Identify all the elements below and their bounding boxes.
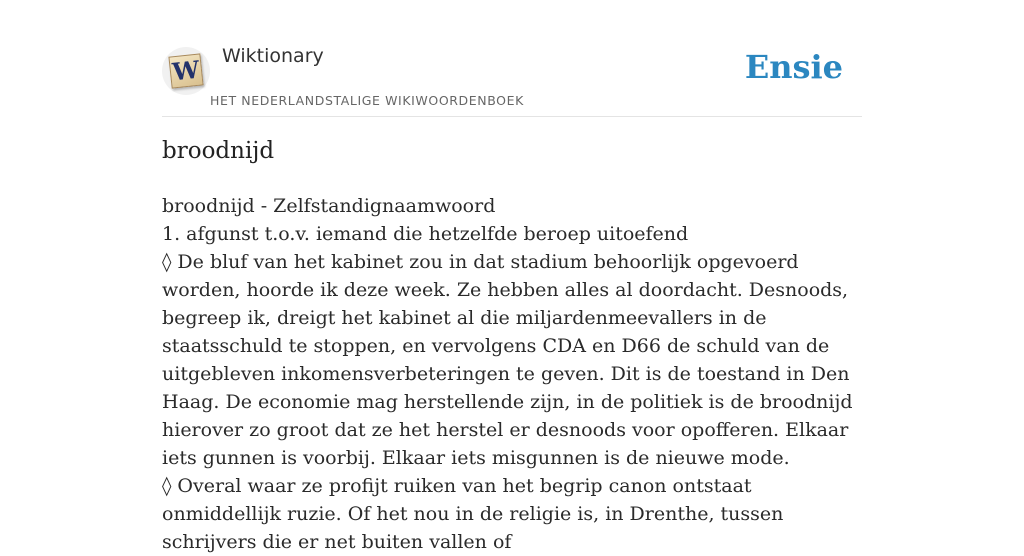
- example-sentence: ◊ Overal waar ze profijt ruiken van het begrip canon ontstaat onmiddellijk ruzie. Of het nou in de religie is, in Drenthe, tussen schrijvers die er net buiten vallen of: [162, 475, 784, 553]
- word-type: broodnijd - Zelfstandignaamwoord: [162, 195, 496, 217]
- wiktionary-logo-icon: W: [168, 53, 203, 88]
- page: [162, 0, 862, 553]
- site-name[interactable]: Wiktionary: [222, 45, 324, 67]
- definition: 1. afgunst t.o.v. iemand die hetzelfde beroep uitoefend: [162, 223, 689, 245]
- site-tagline: HET NEDERLANDSTALIGE WIKIWOORDENBOEK: [210, 93, 524, 108]
- wiktionary-logo[interactable]: [162, 47, 210, 95]
- example-sentence: ◊ De bluf van het kabinet zou in dat stadium behoorlijk opgevoerd worden, hoorde ik deze week. Ze hebben alles al doordacht. Desnoods, begreep ik, dreigt het kabinet al die miljardenmeevallers in de staatsschuld te stoppen, en vervolgens CDA en D66 de schuld van de uitgebleven inkomensverbeteringen te geven. Dit is de toestand in Den Haag. De economie mag herstellende zijn, in de politiek is de broodnijd hierover zo groot dat ze het herstel er desnoods voor opofferen. Elkaar iets gunnen is voorbij. Elkaar iets misgunnen is de nieuwe mode.: [162, 251, 853, 469]
- entry-content: [162, 192, 862, 556]
- page-title: broodnijd: [162, 138, 275, 164]
- ensie-brand-logo[interactable]: Ensie: [744, 48, 843, 86]
- site-header: [162, 0, 862, 117]
